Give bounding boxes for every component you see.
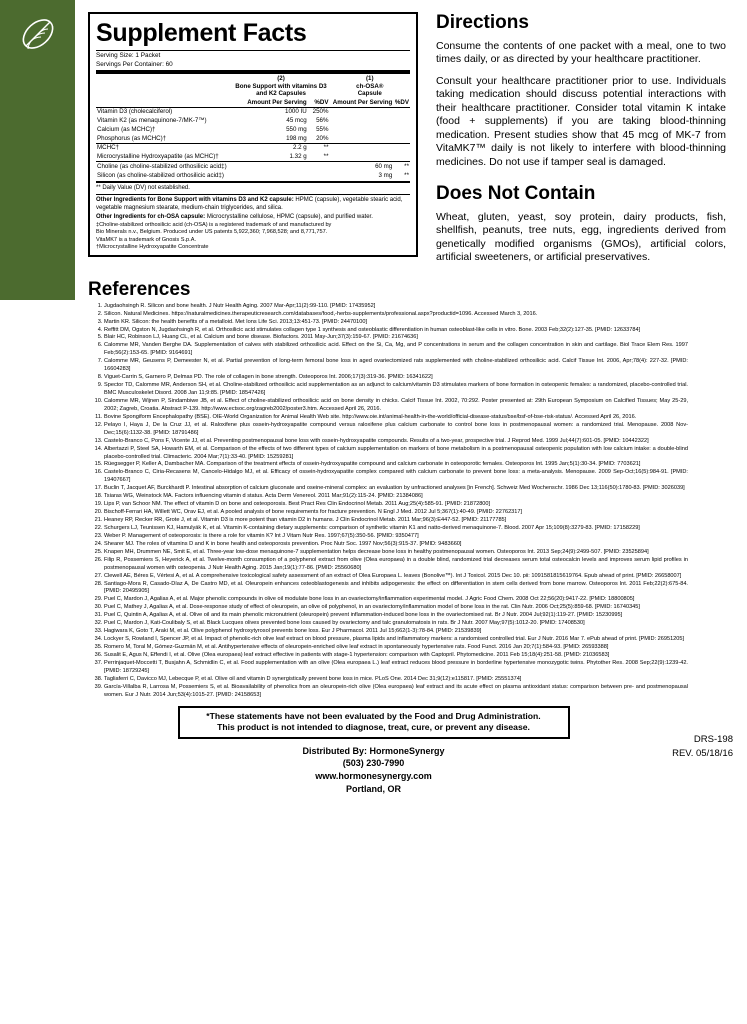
list-item: 32. Puel C, Mardon J, Kati-Coulibaly S, et al. Black Lucques olives prevented bone loss caused by ovariectomy and talc granulomatosis in rats. Br J Nutr. 2007 May;97(5):1012-20. [PMID: 17408530] <box>104 620 688 628</box>
amount-label-1: Amount Per Serving <box>332 98 393 106</box>
list-item: 7. Calomme MR, Geusens P, Demeester N, et al. Partial prevention of long-term femoral bone loss in aged ovariectomized rats supplemented with choline-stabilized orthosilicic acid. Calcif Tissue Int. 2006, Apr;78(4): 227-32. [PMID: 16604283] <box>104 358 688 374</box>
leaf-logo-icon <box>18 14 58 54</box>
nutrient-amount-2: 1.32 g <box>289 153 307 161</box>
references-section <box>88 279 688 700</box>
list-item: 2. Silicon. Natural Medicines. https://naturalmedicines.therapeuticresearch.com/databases/food,-herbs-supplements/professional.aspx?productid=1096. Accessed March 3, 2016. <box>104 311 688 319</box>
list-item: 28. Santiago-Mora R, Casado-Díaz A, De Castro MD, et al. Oleuropein enhances osteoblastogenesis and inhibits adipogenesis: the effect on differentiation in stem cells derived from bone marrow. Osteoporos Int. 2011 Feb;22(2):675-84. [PMID: 20495905] <box>104 581 688 597</box>
list-item: 14. Albertazzi P, Steel SA, Howarth EM, et al. Comparison of the effects of two different types of calcium supplementation on markers of bone metabolism in a postmenopausal osteopenic population with low calcium intake: a double-blind placebo-controlled trial. Climacteric. 2004 Mar;7(1):33-40. [PMID: 15259281] <box>104 446 688 462</box>
list-item: 12. Pelayo I, Haya J, De la Cruz JJ, et al. Raloxifene plus ossein-hydroxyapatite compound versus raloxifene plus calcium carbonate to control bone loss in postmenopausal women: a randomized trial. Menopause. 2008 Nov-Dec;15(6):1132-38. [PMID: 18791486] <box>104 422 688 438</box>
list-item: 20. Bischoff-Ferrari HA, Willett WC, Orav EJ, et al. A pooled analysis of bone requirements for fracture prevention. N Engl J Med. 2012 Jul 5;367(1):40-49. [PMID: 22762317] <box>104 509 688 517</box>
document-id: DRS-198 <box>693 733 733 745</box>
nutrient-amount-2: 550 mg <box>286 125 307 133</box>
directions-paragraph-2: Consult your healthcare practitioner prior to use. Individuals taking medication should discuss potential interactions with their healthcare practitioner. Consider total vitamin K intake (food + supplements) if you are taking blood-thinning medication. Present studies show that 45 mcg of MK-7 from VitaMK7™ daily is not likely to interfere with blood-thinning medicines. Do not use if tamper seal is damaged. <box>436 74 726 168</box>
nutrient-amount-1 <box>330 117 394 126</box>
list-item: 9. Spector TD, Calomme MR, Anderson SH, et al. Choline-stabilized orthosilicic acid supplementation as an adjunct to calcium/vitamin D3 stimulates markers of bone formation in osteopenic females: a randomized, placebo-controlled trial. BMC Musculoskelet Disord. 2008 Jan 11;9:85. [PMID: 18547426] <box>104 382 688 398</box>
list-item: 3. Martin KR. Silicon: the health benefits of a metalloid. Met Ions Life Sci. 2013;13:451-73. [PMID: 24470100] <box>104 319 688 327</box>
list-item: 15. Rüegsegger P, Keller A, Dambacher MA. Comparison of the treatment effects of ossein-hydroxyapatite compound and calcium carbonate in osteoporotic females. Osteoporos Int. 1995 Jan;5(1):30-34. [PMID: 7703621] <box>104 461 688 469</box>
nutrient-amount-1 <box>330 143 394 152</box>
nutrient-dv-1: ** <box>393 162 410 171</box>
nutrient-dv-1 <box>393 153 410 162</box>
supplement-facts-table <box>96 75 410 180</box>
references-title: References <box>88 278 191 300</box>
top-section <box>0 0 747 273</box>
dv-footnote: ** Daily Value (DV) not established. <box>96 184 190 191</box>
dv-label-1: %DV <box>394 98 409 106</box>
trademark-line-4: †Microcrystalline Hydroxyapatite Concentrate <box>96 243 209 250</box>
col1-head-3: Capsule <box>357 90 382 98</box>
nutrient-dv-1 <box>393 117 410 126</box>
list-item: 10. Calomme MR, Wijnen P, Sindambiwe JB, et al. Effect of choline-stabilized orthosilicic acid on bone density in chicks. Calcif Tissue Int. 2002, 70:292. Poster presented at: 29th European Symposium on Calcified Tissues; May 25-29, 2002; Zagreb, Croatia. Abstract P-139. http://www.ectsoc.org/zagreb2002/poster3.htm. Accessed April 26, 2016. <box>104 398 688 414</box>
nutrient-amount-1 <box>330 107 394 116</box>
list-item: 5. Blair HC, Robinson LJ, Huang CL, et al. Calcium and bone disease. Biofactors. 2011 May-Jun;37(3):159-67. [PMID: 21674636] <box>104 334 688 342</box>
directions-panel <box>436 12 736 273</box>
does-not-contain-text: Wheat, gluten, yeast, soy protein, dairy products, fish, shellfish, peanuts, tree nuts, egg, ingredients derived from genetically modified organisms (GMOs), artificial colors, artificial sweeteners, or artificial preservatives. <box>436 210 726 264</box>
supplement-facts-panel <box>88 12 418 273</box>
distributor-block <box>0 745 747 795</box>
supplement-facts-title: Supplement Facts <box>96 19 307 47</box>
nutrient-name: Vitamin K2 (as menaquinone-7/MK-7™) <box>97 117 207 125</box>
dv-label-2: %DV <box>314 98 329 106</box>
distributor-phone: (503) 230-7990 <box>342 758 405 769</box>
table-row <box>96 162 410 171</box>
serving-size: Serving Size: 1 Packet <box>96 52 161 60</box>
table-col-subhead <box>96 98 410 107</box>
list-item: 6. Calomme MR, Vanden Berghe DA. Supplementation of calves with stabilized orthosilicic acid. Effect on the Si, Ca, Mg, and P concentrations in serum and the collagen concentration in skin and cartilage. Biol Trace Elem Res. 1997 Feb;56(2):153-65. [PMID: 9164691] <box>104 342 688 358</box>
trademark-line-2: Bio Minerals n.v., Belgium. Produced under US patents 5,922,360; 7,968,528; and 8,771,757. <box>96 229 328 236</box>
nutrient-amount-1 <box>330 153 394 162</box>
servings-per-container: Servings Per Container: 60 <box>96 60 173 68</box>
table-col-group-head <box>96 75 410 98</box>
nutrient-amount-1: 60 mg <box>330 162 394 171</box>
directions-title: Directions <box>436 12 529 33</box>
table-row <box>96 153 410 162</box>
col2-head-3: and K2 Capsules <box>256 90 306 98</box>
nutrient-amount-2: 1000 IU <box>233 107 308 116</box>
list-item: 24. Shearer MJ. The roles of vitamins D and K in bone health and osteoporosis prevention. Proc Nutr Soc. 1997 Nov;56(3):915-37. [PMID: 9483660] <box>104 541 688 549</box>
distributor-website[interactable]: www.hormonesynergy.com <box>315 770 432 781</box>
list-item: 1. Jugdaohsingh R. Silicon and bone health. J Nutr Health Aging. 2007 Mar-Apr;11(2):99-110. [PMID: 17435952] <box>104 303 688 311</box>
nutrient-dv-2 <box>308 171 330 180</box>
table-row <box>96 125 410 134</box>
nutrient-name: MCHC† <box>96 143 233 152</box>
nutrient-name: Choline (as choline-stabilized orthosilicic acid‡) <box>96 162 233 171</box>
list-item: 23. Weber P. Management of osteoporosis: is there a role for vitamin K? Int J Vitam Nutr Res. 1997;67(5):350-56. [PMID: 9350477] <box>104 533 688 541</box>
col2-head-2: Bone Support with vitamins D3 <box>235 82 327 90</box>
nutrient-dv-2: 20% <box>316 134 329 142</box>
document-revision: REV. 05/18/16 <box>672 747 733 759</box>
nutrient-amount-2 <box>233 171 308 180</box>
list-item: 35. Romero M, Toral M, Gómez-Guzmán M, et al. Antihypertensive effects of oleuropein-enriched olive leaf extract in spontaneously hypertensive rats. Food Funct. 2016 Jan 20;7(1):584-93. [PMID: 26593388] <box>104 644 688 652</box>
nutrient-name: Microcrystalline Hydroxyapatite (as MCHC)† <box>97 153 219 161</box>
nutrient-amount-2: 2.2 g <box>233 143 308 152</box>
list-item: 18. Tsiaras WG, Weinstock MA. Factors influencing vitamin d status. Acta Derm Venereol. 2011 Mar;91(2):115-24. [PMID: 21384086] <box>104 493 688 501</box>
list-item: 37. Perrinjaquet-Moccetti T, Busjahn A, Schmidlin C, et al. Food supplementation with an olive (Olea europaea L.) leaf extract reduces blood pressure in borderline hypertensive monozygotic twins. Phytother Res. 2008 Sep;22(9):1239-42. [PMID: 18729245] <box>104 660 688 676</box>
list-item: 38. Tagliaferri C, Davicco MJ, Lebecque P, et al. Olive oil and vitamin D synergistically prevent bone loss in mice. PLoS One. 2014 Dec 31;9(12):e115817. [PMID: 25551374] <box>104 676 688 684</box>
nutrient-dv-2: ** <box>323 153 329 161</box>
col1-head-2: ch-OSA® <box>356 82 384 90</box>
nutrient-dv-2 <box>308 162 330 171</box>
table-row <box>96 134 410 143</box>
amount-label-2: Amount Per Serving <box>247 98 307 106</box>
nutrient-dv-2: 56% <box>316 117 329 125</box>
nutrient-dv-1 <box>393 143 410 152</box>
trademark-line-3: VitaMK7 is a trademark of Gnosis S.p.A. <box>96 236 197 243</box>
nutrient-dv-2: 55% <box>316 125 329 133</box>
supplement-facts-box <box>88 12 418 257</box>
nutrient-dv-1 <box>393 134 410 143</box>
list-item: 17. Buclin T, Jacquet AF, Burckhardt P. Intestinal absorption of calcium gluconate and oseine-mineral complex: an evaluation by unfractioned analyses [in French]. Schweiz Med Wochenschr. 1986 Dec 13;116(50):1780-83. [PMID: 3026039] <box>104 485 688 493</box>
list-item: 36. Susalit E, Agus N, Effendi I, et al. Olive (Olea europaea) leaf extract effective in patients with stage-1 hypertension: comparison with Captopril. Phytomedicine. 2011 Feb 15;18(4):251-58. [PMID: 21036583] <box>104 652 688 660</box>
directions-paragraph-1: Consume the contents of one packet with a meal, one to two times daily, or as directed by your healthcare practitioner. <box>436 40 726 66</box>
list-item: 11. Bovine Spongiform Encephalopathy (BSE). OIE-World Organization for Animal Health Web site. http://www.oie.int/animal-health-in-the-world/official-disease-status/bse/bsf-of-bse-risk-status/. Accessed April 26, 2016. <box>104 414 688 422</box>
document-id-block <box>672 733 733 762</box>
other-ingredients-2 <box>96 197 410 213</box>
list-item: 33. Hagiwara K, Goto T, Araki M, et al. Olive polyphenol hydroxytyrosol prevents bone loss. Eur J Pharmacol. 2011 Jul 15;662(1-3):78-84. [PMID: 21539839] <box>104 628 688 636</box>
references-list <box>88 303 688 700</box>
list-item: 19. Lips P, van Schoor NM. The effect of vitamin D on bone and osteoporosis. Best Pract Res Clin Endocrinol Metab. 2011 Aug;25(4):585-91. [PMID: 21872800] <box>104 501 688 509</box>
fda-disclaimer-box <box>178 706 570 739</box>
other-ingredients-1-text: Microcrystalline cellulose, HPMC (capsule), and purified water. <box>206 214 373 221</box>
list-item: 8. Viguet-Carrin S, Garnero P, Delmas PD. The role of collagen in bone strength. Osteoporos Int. 2006;17(3):319-36. [PMID: 16341622] <box>104 374 688 382</box>
col1-head-1: (1) <box>365 75 374 83</box>
nutrient-dv-2: 250% <box>308 107 330 116</box>
does-not-contain-title: Does Not Contain <box>436 182 596 204</box>
nutrient-amount-2: 45 mcg <box>286 117 307 125</box>
nutrient-dv-1 <box>393 125 410 134</box>
other-ingredients-1 <box>96 214 410 222</box>
list-item: 27. Clewell AE, Béres E, Vértesi A, et al. A comprehensive toxicological safety assessment of an extract of Olea Europaea L. leaves (Bonolive™). Int J Toxicol. 2015 Dec 10. pii: 1091581815619764. Epub ahead of print. [PMID: 26658007] <box>104 573 688 581</box>
table-row <box>96 171 410 180</box>
nutrient-dv-2: ** <box>308 143 330 152</box>
nutrient-name: Vitamin D3 (cholecalciferol) <box>96 107 233 116</box>
distributor-city: Portland, OR <box>345 783 401 794</box>
nutrient-name: Phosphorus (as MCHC)† <box>97 134 167 142</box>
table-row <box>96 117 410 126</box>
col2-head-1: (2) <box>277 75 285 83</box>
table-row <box>96 107 410 116</box>
list-item: 30. Puel C, Mathey J, Agalias A, et al. Dose-response study of effect of oleuropein, an olive oil polyphenol, in an ovariectomy/inflammation model of bone loss in the rat. Clin Nutr. 2006 Oct;25(5):859-68. [PMID: 16740345] <box>104 604 688 612</box>
nutrient-dv-1: ** <box>404 171 409 179</box>
list-item: 39. García-Villalba R, Larrosa M, Possemiers S, et al. Bioavailability of phenolics from an oleuropein-rich olive (Olea europaea) leaf extract and its acute effect on plasma antioxidant status: comparison between pre- and postmenopausal women. Eur J Nutr. 2014 Jun;53(4):1015-27. [PMID: 24158653] <box>104 684 688 700</box>
list-item: 31. Puel C, Quintin A, Agalias A, et al. Olive oil and its main phenolic micronutrient (oleuropein) prevent inflammation-induced bone loss in the ovariectomised rat. Br J Nutr. 2004 Jul;92(1):119-27. [PMID: 15230995] <box>104 612 688 620</box>
other-ingredients-2-label: Other Ingredients for Bone Support with vitamins D3 and K2 capsule: <box>96 196 294 203</box>
list-item: 16. Castelo-Branco C, Ciria-Recasens M, Cancelo-Hidalgo MJ, et al. Efficacy of ossein-hydroxyapatite complex compared with calcium carbonate to prevent bone loss: a meta-analysis. Menopause. 2009 Sep-Oct;16(5):984-91. [PMID: 19407667] <box>104 469 688 485</box>
list-item: 25. Knapen MH, Drummen NE, Smit E, et al. Three-year low-dose menaquinone-7 supplementation helps decrease bone loss in healthy postmenopausal women. Osteoporos Int. 2013 Sep;24(9):2499-507. [PMID: 23525894] <box>104 549 688 557</box>
other-ingredients-2-text: HPMC (capsule), vegetable stearic acid, vegetable magnesium stearate, medium-chain triglycerides, and silica. <box>96 196 403 211</box>
nutrient-amount-2 <box>233 162 308 171</box>
nutrient-name: Calcium (as MCHC)† <box>97 125 156 133</box>
disclaimer-line-1: *These statements have not been evaluated by the Food and Drug Administration. <box>206 710 541 721</box>
list-item: 22. Schurgers LJ, Teunissen KJ, Hamulyák K, et al. Vitamin K-containing dietary supplements: comparison of synthetic vitamin K1 and natto-derived menaquinone-7. Blood. 2007 Apr 15;109(8):3279-83. [PMID: 17158229] <box>104 525 688 533</box>
other-ingredients-1-label: Other Ingredients for ch-OSA capsule: <box>96 214 206 221</box>
nutrient-amount-2: 198 mg <box>286 134 307 142</box>
list-item: 21. Heaney RP, Recker RR, Grote J, et al. Vitamin D3 is more potent than vitamin D2 in humans. J Clin Endocrinol Metab. 2011 Mar;96(3):E447-52. [PMID: 21177785] <box>104 517 688 525</box>
list-item: 4. Reffitt DM, Ogston N, Jugdaohsingh R, et al. Orthosilicic acid stimulates collagen type 1 synthesis and osteoblastic differentiation in human osteoblast-like cells in vitro. Bone. 2003 Feb;32(2):127-35. [PMID: 12633784] <box>104 327 688 335</box>
nutrient-amount-1: 3 mg <box>378 171 393 179</box>
list-item: 29. Puel C, Mardon J, Agalias A, et al. Major phenolic compounds in olive oil modulate bone loss in an ovariectomy/inflammation experimental model. J Agric Food Chem. 2008 Oct 22;56(20):9417-22. [PMID: 18800805] <box>104 596 688 604</box>
nutrient-name: Silicon (as choline-stabilized orthosilicic acid‡) <box>97 171 224 179</box>
list-item: 34. Lockyer S, Rowland I, Spencer JP, et al. Impact of phenolic-rich olive leaf extract on blood pressure, plasma lipids and inflammatory markers: a randomised controlled trial. Eur J Nutr. 2016 Mar 7. ePub ahead of print. [PMID: 26951205] <box>104 636 688 644</box>
nutrient-dv-1 <box>393 107 410 116</box>
list-item: 13. Castelo-Branco C, Pons F, Vicente JJ, et al. Preventing postmenopausal bone loss with ossein-hydroxyapatite compounds. Results of a two-year, prospective trial. J Reprod Med. 1999 Jul;44(7):601-05. [PMID: 10442322] <box>104 438 688 446</box>
trademark-line-1: ‡Choline-stabilized orthosilicic acid (ch-OSA) is a registered trademark of and manufactured by <box>96 222 332 229</box>
nutrient-amount-1 <box>330 125 394 134</box>
table-row <box>96 143 410 152</box>
distributor-label: Distributed By: HormoneSynergy <box>302 745 445 756</box>
list-item: 26. Filip R, Possemiers S, Heyerick A, et al. Twelve-month consumption of a polyphenol extract from olive (Olea europaea) in a double blind, randomized trial decreases serum total osteocalcin levels and improves serum lipid profiles in postmenopausal women with osteopenia. J Nutr Health Aging. 2015 Jan;19(1):77-86. [PMID: 25560680] <box>104 557 688 573</box>
disclaimer-line-2: This product is not intended to diagnose, treat, cure, or prevent any disease. <box>217 722 530 733</box>
nutrient-amount-1 <box>330 134 394 143</box>
